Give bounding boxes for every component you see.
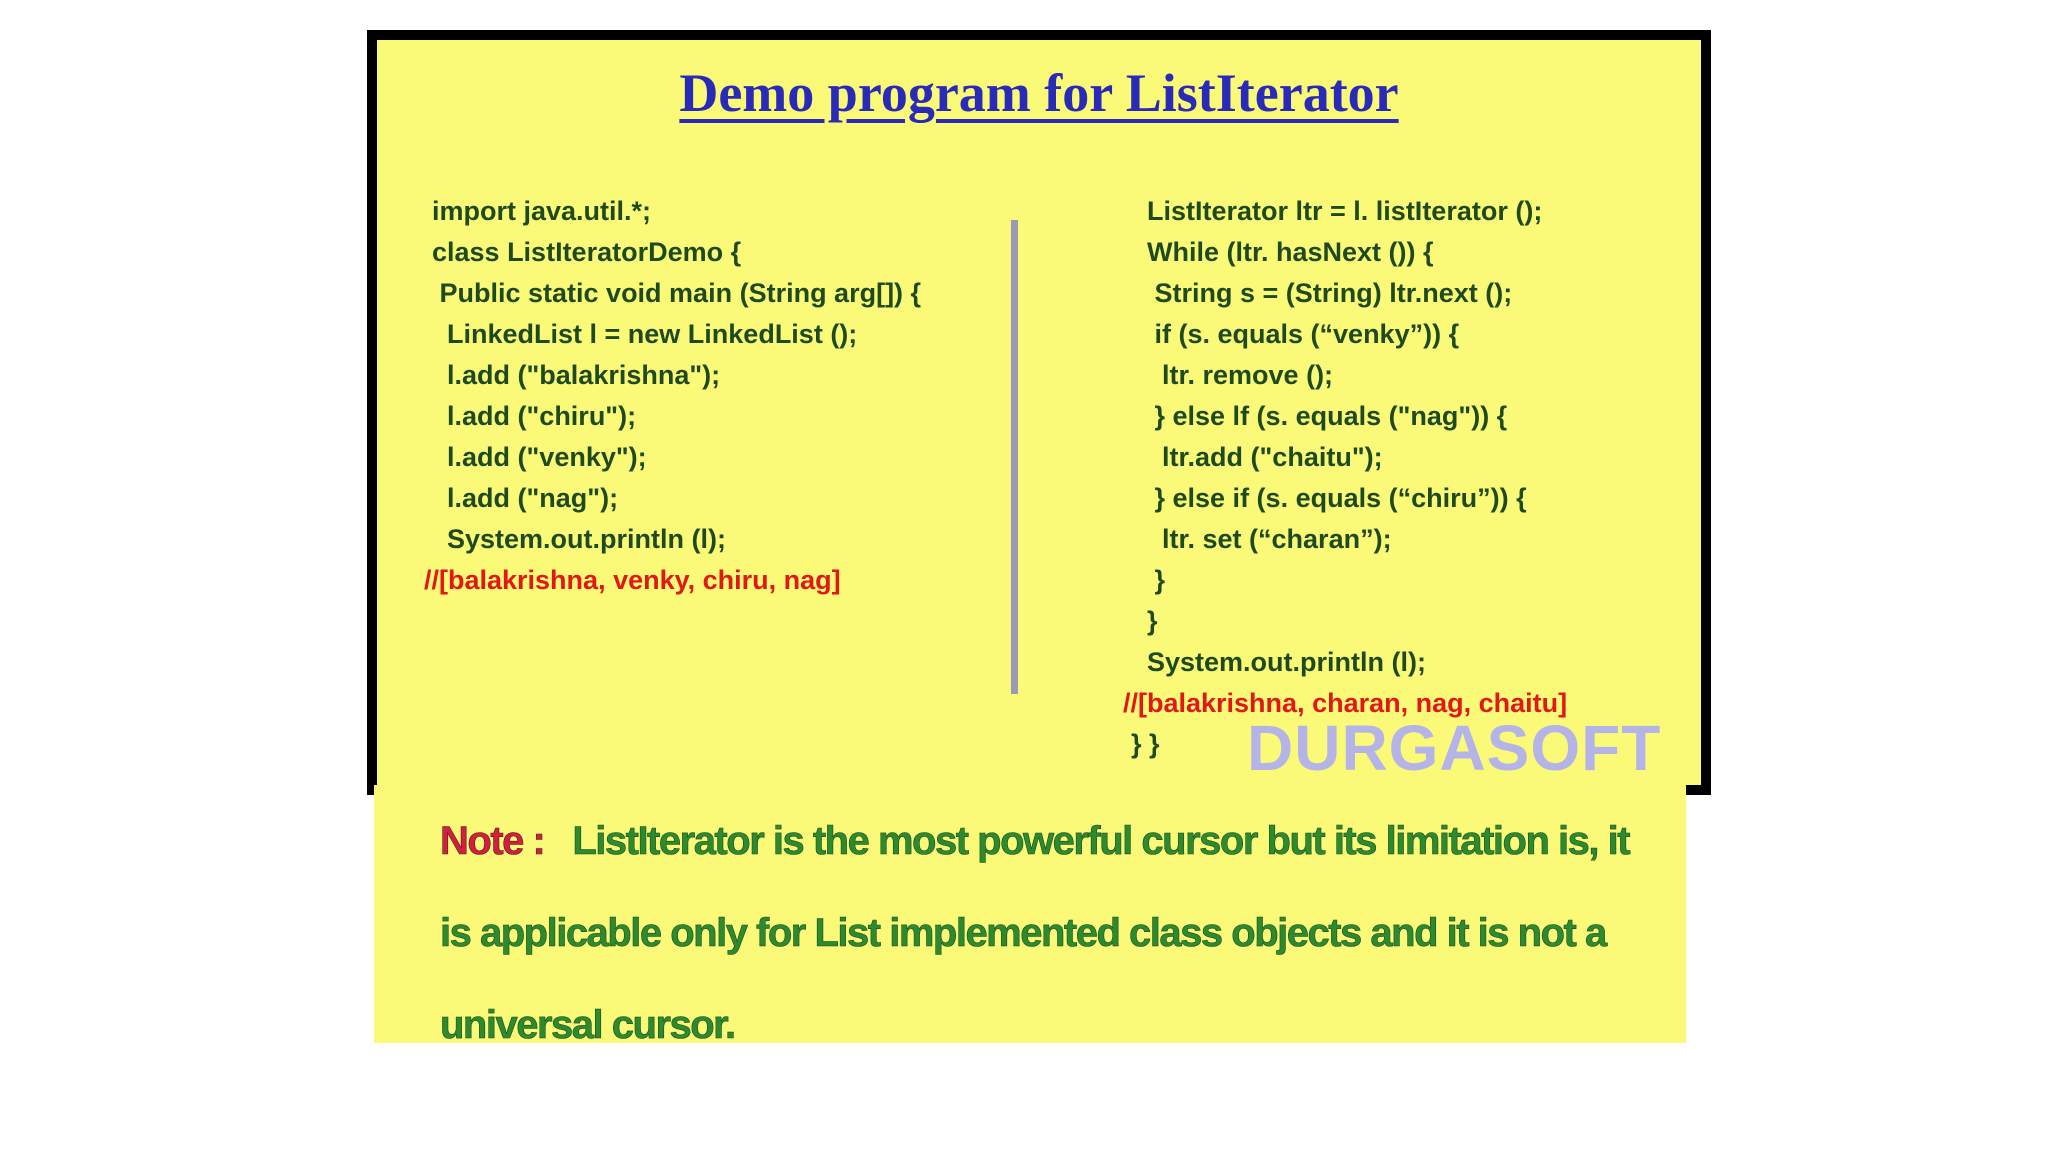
code-line: ListIterator ltr = l. listIterator ();	[1147, 196, 1543, 226]
code-line: } }	[1131, 729, 1160, 759]
code-line: LinkedList l = new LinkedList ();	[432, 319, 858, 349]
watermark-logo: DURGASOFT	[1247, 712, 1662, 784]
code-left-column	[424, 191, 922, 601]
code-line: } else lf (s. equals ("nag")) {	[1147, 401, 1508, 431]
slide-title: Demo program for ListIterator	[679, 63, 1399, 123]
code-line: While (ltr. hasNext ()) {	[1147, 237, 1434, 267]
code-comment-line: //[balakrishna, charan, nag, chaitu]	[1123, 688, 1568, 718]
note-paragraph	[440, 795, 1660, 1071]
code-line: ltr.add ("chaitu");	[1147, 442, 1383, 472]
code-line: l.add ("chiru");	[432, 401, 637, 431]
note-label: Note :	[440, 819, 545, 863]
code-line: Public static void main (String arg[]) {	[432, 278, 922, 308]
note-panel	[374, 785, 1686, 1047]
code-line: import java.util.*;	[432, 196, 652, 226]
code-line: if (s. equals (“venky”)) {	[1147, 319, 1460, 349]
code-line: System.out.println (l);	[1147, 647, 1426, 677]
code-line: }	[1147, 565, 1166, 595]
code-line: class ListIteratorDemo {	[432, 237, 742, 267]
note-body: ListIterator is the most powerful cursor but its limitation is, it is applicable only for List implemented class objects and it is not a universal cursor.	[440, 819, 1630, 1047]
code-line: ltr. remove ();	[1147, 360, 1334, 390]
column-divider	[1011, 220, 1018, 694]
code-comment-line: //[balakrishna, venky, chiru, nag]	[424, 565, 841, 595]
code-line: String s = (String) ltr.next ();	[1147, 278, 1513, 308]
code-line: l.add ("venky");	[432, 442, 647, 472]
code-line: System.out.println (l);	[432, 524, 726, 554]
slide-frame	[367, 30, 1711, 795]
code-line: l.add ("nag");	[432, 483, 619, 513]
code-right-column	[1123, 191, 1568, 765]
code-line: ltr. set (“charan”);	[1147, 524, 1392, 554]
code-line: l.add ("balakrishna");	[432, 360, 721, 390]
code-line: } else if (s. equals (“chiru”)) {	[1147, 483, 1527, 513]
code-line: }	[1147, 606, 1158, 636]
